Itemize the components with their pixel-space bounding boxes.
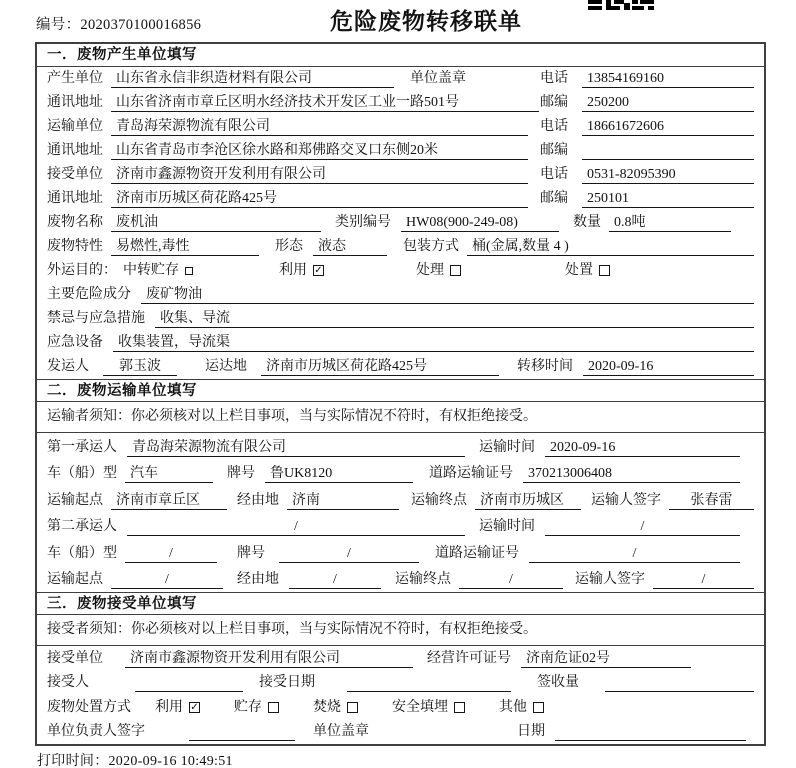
- address-label: 通讯地址: [47, 95, 103, 110]
- carrier1-field: 青岛海荣源物流有限公司: [127, 439, 465, 457]
- producer-field: 山东省永信非织造材料有限公司: [111, 70, 394, 88]
- sign-qty-label: 签收量: [537, 675, 579, 691]
- accept-date-label: 接受日期: [259, 675, 315, 691]
- vehicle-label: 车（船）型: [47, 545, 117, 561]
- row-shipper: [37, 355, 764, 379]
- row-receiver-address: [37, 187, 764, 211]
- character-label: 废物特性: [47, 239, 103, 254]
- origin-label: 运输起点: [47, 492, 103, 508]
- row-head-sign: [37, 720, 764, 745]
- disposal-landfill-label: 安全填埋: [392, 699, 448, 715]
- phone-label: 电话: [540, 119, 568, 134]
- purpose-dispose-checkbox: [599, 265, 610, 276]
- accept-unit-field: 济南市鑫源物资开发利用有限公司: [125, 650, 413, 668]
- qr-code-fragment: [588, 0, 654, 10]
- transporter-field: 青岛海荣源物流有限公司: [111, 118, 528, 136]
- disposal-burn-checkbox: [347, 702, 358, 713]
- disposal-other-checkbox: [533, 702, 544, 713]
- row-receiver: [37, 163, 764, 187]
- end2-field: /: [459, 571, 563, 589]
- zip-label: 邮编: [540, 191, 568, 206]
- row-route2: [37, 566, 764, 593]
- package-label: 包装方式: [403, 239, 459, 254]
- carrier1-label: 第一承运人: [47, 439, 117, 455]
- form-field: 液态: [313, 238, 387, 256]
- purpose-treat-checkbox: [450, 265, 461, 276]
- serial-number: [36, 13, 201, 34]
- section3-title: 三．废物接受单位填写: [37, 592, 764, 615]
- zip-label: 邮编: [540, 95, 568, 110]
- hazard-field: 废矿物油: [141, 286, 754, 304]
- emergency-label: 禁忌与应急措施: [47, 311, 145, 326]
- receiver-phone-field: 0531-82095390: [582, 166, 754, 184]
- waste-name-label: 废物名称: [47, 215, 103, 230]
- row-vehicle2: [37, 539, 764, 566]
- row-acceptor: [37, 671, 764, 696]
- disposal-store-label: 贮存: [234, 699, 262, 715]
- row-accept-unit: [37, 646, 764, 671]
- purpose-utilize-checkbox: ✓: [314, 265, 323, 276]
- head-sign-label: 单位负责人签字: [47, 724, 145, 740]
- disposal-burn-label: 焚烧: [313, 699, 341, 715]
- plate-label: 牌号: [227, 466, 255, 481]
- sign-label: 运输人签字: [575, 572, 645, 587]
- transfer-date-label: 转移时间: [517, 359, 573, 374]
- row-producer-address: [37, 91, 764, 115]
- purpose-dispose-label: 处置: [565, 263, 593, 278]
- end-label: 运输终点: [411, 492, 467, 508]
- receiver-field: 济南市鑫源物资开发利用有限公司: [111, 166, 528, 184]
- purpose-label: 外运目的：: [47, 263, 117, 278]
- address-label: 通讯地址: [47, 191, 103, 206]
- transporter-phone-field: 18661672606: [582, 118, 754, 136]
- receiver-notice: 接受者须知：你必须核对以上栏目事项，当与实际情况不符时，有权拒绝接受。: [37, 615, 764, 646]
- date-label: 日期: [517, 724, 545, 740]
- print-time-label: 打印时间：: [37, 754, 109, 768]
- transporter-label: 运输单位: [47, 119, 103, 134]
- seal-label: 单位盖章: [410, 71, 466, 86]
- hazard-label: 主要危险成分: [47, 287, 131, 302]
- disposal-utilize-checkbox: ✓: [190, 701, 199, 713]
- acceptor-field: [135, 674, 243, 692]
- sign2-field: /: [653, 571, 754, 589]
- sign-label: 运输人签字: [591, 492, 661, 508]
- end-label: 运输终点: [395, 572, 451, 587]
- disposal-label: 废物处置方式: [47, 699, 131, 715]
- page-title: 危险废物转移联单: [330, 9, 522, 34]
- permit-label: 道路运输证号: [435, 545, 519, 561]
- producer-phone-field: 13854169160: [582, 70, 754, 88]
- transporter-notice: 运输者须知：你必须核对以上栏目事项，当与实际情况不符时，有权拒绝接受。: [37, 402, 764, 433]
- end1-field: 济南市历城区: [475, 492, 581, 510]
- producer-zip-field: 250200: [582, 94, 754, 112]
- purpose-transfer-label: 中转贮存: [123, 263, 179, 278]
- row-emergency: [37, 307, 764, 331]
- accept-date-field: [347, 674, 511, 692]
- plate-label: 牌号: [237, 545, 265, 561]
- phone-label: 电话: [540, 71, 568, 86]
- permit-label: 道路运输证号: [429, 466, 513, 481]
- carrier2-label: 第二承运人: [47, 519, 117, 534]
- vehicle2-field: /: [125, 545, 217, 563]
- transport-time-label: 运输时间: [479, 519, 535, 534]
- transfer-date-field: 2020-09-16: [583, 358, 754, 376]
- head-sign-field: [189, 723, 295, 741]
- acceptor-label: 接受人: [47, 675, 89, 691]
- row-waste-character: [37, 235, 764, 259]
- category-label: 类别编号: [335, 215, 391, 230]
- producer-address-field: 山东省济南市章丘区明水经济技术开发区工业一路501号: [111, 94, 539, 112]
- producer-label: 产生单位: [47, 71, 103, 86]
- purpose-treat-label: 处理: [416, 263, 444, 278]
- via1-field: 济南: [287, 492, 399, 510]
- serial-value: 2020370100016856: [80, 17, 202, 33]
- carrier2-field: /: [127, 518, 465, 536]
- via-label: 经由地: [237, 492, 279, 508]
- disposal-other-label: 其他: [499, 699, 527, 715]
- serial-label: 编号：: [36, 17, 81, 33]
- transport-time-label: 运输时间: [479, 439, 535, 455]
- permit2-field: /: [529, 545, 740, 563]
- category-field: HW08(900-249-08): [401, 214, 559, 232]
- shipper-field: 郭玉波: [103, 358, 177, 376]
- purpose-transfer-checkbox: [185, 267, 193, 275]
- disposal-store-checkbox: [268, 702, 279, 713]
- row-carrier2: [37, 513, 764, 540]
- vehicle-label: 车（船）型: [47, 466, 117, 481]
- origin1-field: 济南市章丘区: [111, 492, 227, 510]
- qty-label: 数量: [573, 215, 601, 230]
- receiver-address-field: 济南市历城区荷花路425号: [111, 190, 528, 208]
- row-transporter-address: [37, 139, 764, 163]
- disposal-utilize-label: 利用: [155, 699, 183, 715]
- permit1-field: 370213006408: [523, 465, 740, 483]
- row-disposal: [37, 695, 764, 720]
- row-route1: [37, 486, 764, 513]
- vehicle1-field: 汽车: [125, 465, 213, 483]
- receiver-zip-field: 250101: [582, 190, 754, 208]
- section1-title: 一．废物产生单位填写: [37, 44, 764, 67]
- disposal-landfill-checkbox: [454, 702, 465, 713]
- character-field: 易燃性,毒性: [111, 238, 259, 256]
- dest-field: 济南市历城区荷花路425号: [261, 358, 499, 376]
- transport-time1-field: 2020-09-16: [545, 439, 740, 457]
- plate1-field: 鲁UK8120: [265, 465, 413, 483]
- origin-label: 运输起点: [47, 572, 103, 587]
- print-time: [37, 750, 233, 768]
- row-transporter: [37, 115, 764, 139]
- transporter-zip-field: [582, 142, 754, 160]
- row-hazard: [37, 283, 764, 307]
- via2-field: /: [289, 571, 381, 589]
- dest-label: 运达地: [205, 359, 247, 374]
- equipment-field: 收集装置，导流渠: [113, 334, 754, 352]
- license-label: 经营许可证号: [427, 650, 511, 666]
- phone-label: 电话: [540, 167, 568, 182]
- row-purpose: [37, 259, 764, 283]
- emergency-field: 收集、导流: [155, 310, 754, 328]
- plate2-field: /: [279, 545, 419, 563]
- row-equipment: [37, 331, 764, 355]
- address-label: 通讯地址: [47, 143, 103, 158]
- sign-qty-field: [605, 674, 754, 692]
- license-field: 济南危证02号: [521, 650, 691, 668]
- package-field: 桶(金属,数量 4 ): [467, 238, 754, 256]
- row-producer: [37, 67, 764, 91]
- sign1-field: 张春雷: [669, 492, 754, 510]
- transport-time2-field: /: [545, 518, 740, 536]
- qty-field: 0.8吨: [609, 214, 731, 232]
- zip-label: 邮编: [540, 143, 568, 158]
- equipment-label: 应急设备: [47, 335, 103, 350]
- print-time-value: 2020-09-16 10:49:51: [108, 754, 233, 768]
- row-waste-name: [37, 211, 764, 235]
- row-carrier1: [37, 433, 764, 460]
- transfer-form: [35, 42, 766, 746]
- unit-seal-label: 单位盖章: [313, 724, 369, 740]
- form-label: 形态: [275, 239, 303, 254]
- transporter-address-field: 山东省青岛市李沧区徐水路和郑佛路交叉口东侧20米: [111, 142, 528, 160]
- purpose-utilize-label: 利用: [279, 263, 307, 278]
- shipper-label: 发运人: [47, 359, 89, 374]
- via-label: 经由地: [237, 572, 279, 587]
- accept-unit-label: 接受单位: [47, 650, 103, 666]
- origin2-field: /: [111, 571, 223, 589]
- section2-title: 二．废物运输单位填写: [37, 379, 764, 402]
- waste-name-field: 废机油: [111, 214, 321, 232]
- date-field: [555, 723, 746, 741]
- receiver-label: 接受单位: [47, 167, 103, 182]
- row-vehicle1: [37, 460, 764, 487]
